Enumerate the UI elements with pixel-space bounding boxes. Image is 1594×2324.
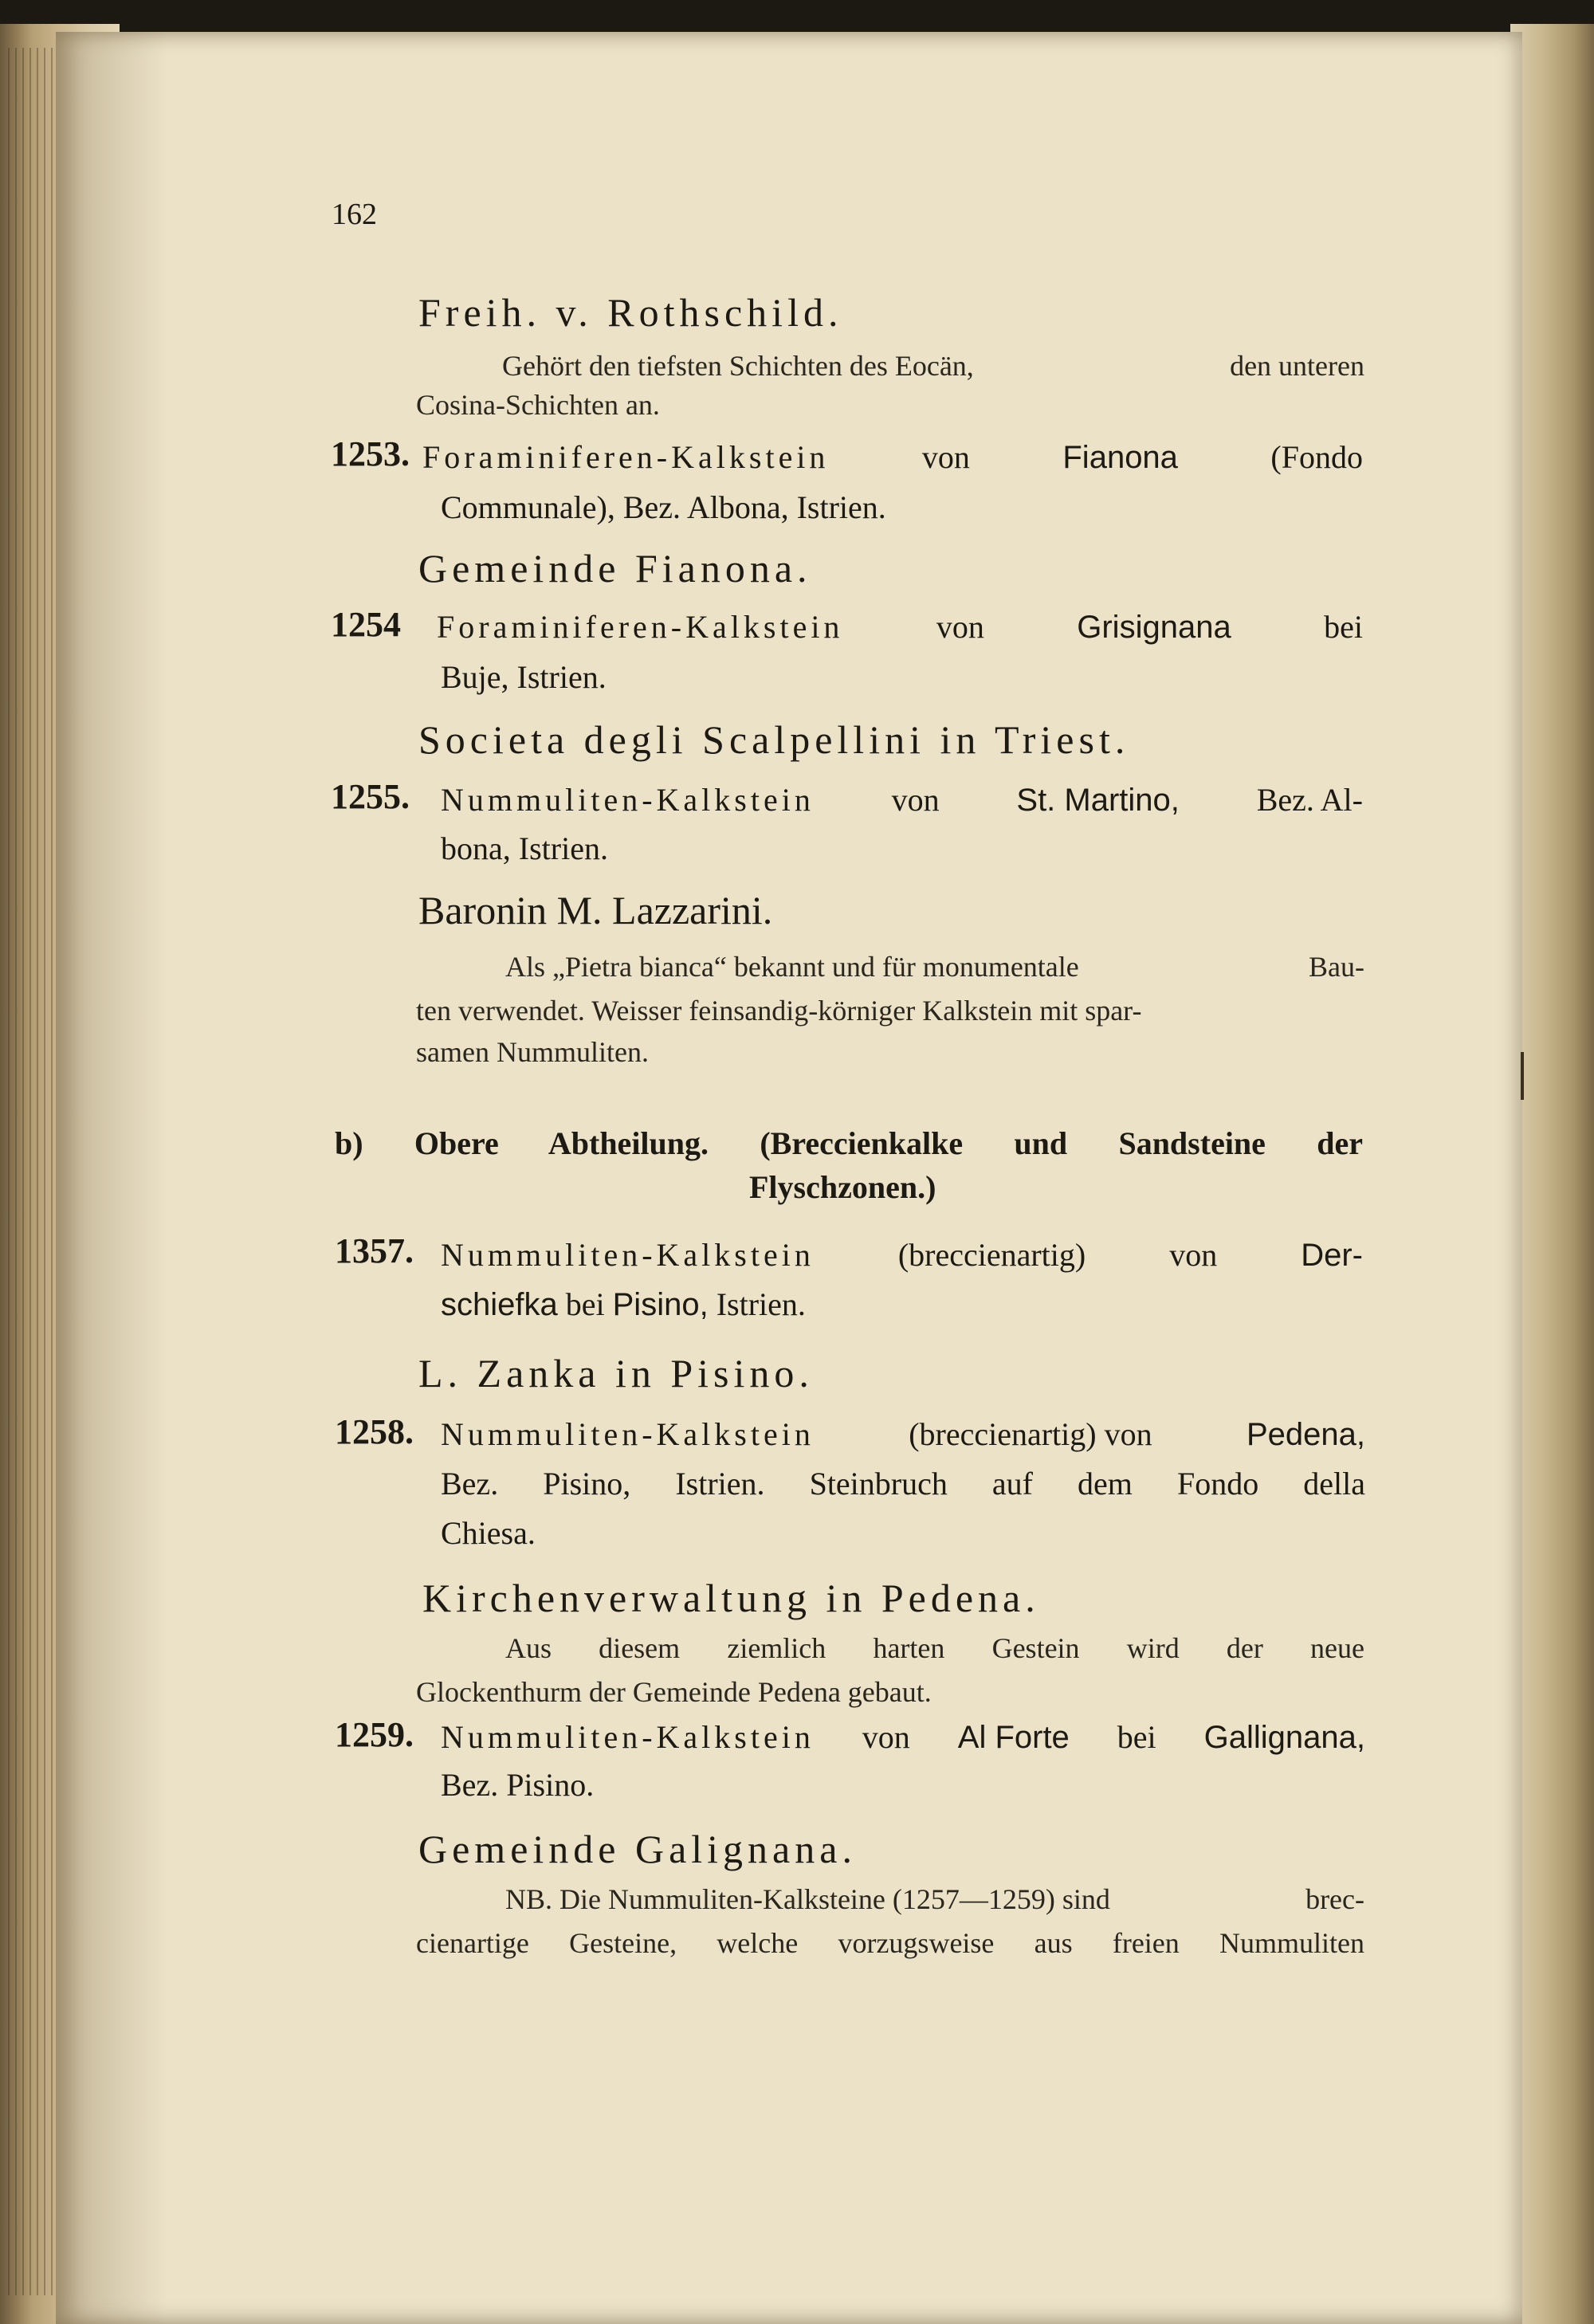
- entry-text: bei: [1117, 1719, 1156, 1755]
- note-text: NB. Die Nummuliten-Kalksteine (1257—1259) sind: [505, 1883, 1110, 1915]
- entry-1357-line-1: [441, 1239, 1363, 1271]
- entry-stone-name: Nummuliten-Kalkstein: [441, 1719, 815, 1755]
- page-edge-mark: [1521, 1052, 1524, 1100]
- section-heading-rothschild: Freih. v. Rothschild.: [418, 290, 843, 335]
- entry-text: (Fondo: [1270, 439, 1363, 475]
- entry-1258-line-1: [441, 1416, 1365, 1452]
- entry-text: (breccienartig) von: [909, 1416, 1152, 1452]
- entry-locality: Grisignana: [1077, 610, 1231, 645]
- note-text: Gehört den tiefsten Schichten des Eocän,: [502, 350, 974, 382]
- note-lazzarini-line-2: ten verwendet. Weisser feinsandig-körniger Kalkstein mit spar-: [416, 995, 1142, 1027]
- entry-1253-line-2: Communale), Bez. Albona, Istrien.: [441, 489, 886, 525]
- entry-text: von: [1169, 1237, 1218, 1273]
- entry-locality: Gallignana,: [1203, 1720, 1365, 1755]
- note-text: Als „Pietra bianca“ bekannt und für monumentale: [505, 951, 1079, 983]
- entry-1258-line-3: Chiesa.: [441, 1515, 536, 1551]
- entry-number-1255: 1255.: [331, 777, 410, 816]
- entry-locality: St. Martino,: [1016, 783, 1180, 818]
- entry-text: von: [936, 609, 984, 645]
- entry-text: von: [921, 439, 970, 475]
- entry-stone-name: Nummuliten-Kalkstein: [441, 1416, 815, 1452]
- entry-number-1357: 1357.: [335, 1231, 414, 1270]
- entry-number-1254: 1254: [331, 605, 401, 644]
- entry-1259-line-2: Bez. Pisino.: [441, 1767, 595, 1803]
- entry-text: Istrien.: [716, 1286, 806, 1322]
- note-pedena-line-2: Glockenthurm der Gemeinde Pedena gebaut.: [416, 1676, 932, 1708]
- note-nb-line-1: [505, 1885, 1364, 1914]
- entry-number-1258: 1258.: [335, 1412, 414, 1451]
- entry-locality: Pedena,: [1246, 1417, 1365, 1452]
- section-heading-lazzarini: Baronin M. Lazzarini.: [418, 888, 773, 932]
- book-right-edge: [1510, 24, 1594, 2324]
- note-text: Bau-: [1309, 951, 1364, 983]
- entry-1255-line-2: bona, Istrien.: [441, 830, 608, 866]
- section-heading-pedena: Kirchenverwaltung in Pedena.: [422, 1576, 1040, 1620]
- entry-text: von: [862, 1719, 910, 1755]
- entry-1259-line-1: [441, 1721, 1365, 1753]
- entry-locality: Der-: [1301, 1238, 1363, 1273]
- note-pedena-line-1: Aus diesem ziemlich harten Gestein wird der neue: [505, 1632, 1364, 1664]
- entry-text: Bez. Al-: [1256, 782, 1363, 818]
- entry-number-1253: 1253.: [331, 434, 410, 473]
- note-rothschild-line-1: [502, 351, 1364, 380]
- entry-1254-line-2: Buje, Istrien.: [441, 659, 607, 695]
- subsection-heading-obere-abtheilung-cont: Flyschzonen.): [749, 1169, 936, 1205]
- entry-1357-line-2: [441, 1286, 806, 1322]
- page-number: 162: [332, 198, 377, 231]
- entry-stone-name: Nummuliten-Kalkstein: [441, 1237, 815, 1273]
- entry-stone-name: Nummuliten-Kalkstein: [441, 782, 815, 818]
- section-heading-fianona: Gemeinde Fianona.: [418, 546, 812, 591]
- note-lazzarini-line-3: samen Nummuliten.: [416, 1036, 649, 1068]
- note-text: den unteren: [1230, 350, 1364, 382]
- entry-text: von: [891, 782, 940, 818]
- note-text: brec-: [1305, 1883, 1364, 1915]
- section-heading-zanka: L. Zanka in Pisino.: [418, 1351, 814, 1396]
- entry-locality: Pisino,: [612, 1287, 709, 1322]
- entry-locality: Fianona: [1062, 440, 1178, 475]
- entry-number-1259: 1259.: [335, 1715, 414, 1754]
- gutter-shadow: [56, 32, 167, 2324]
- entry-1255-line-1: [441, 784, 1363, 816]
- entry-stone-name: Foraminiferen-Kalkstein: [437, 609, 844, 645]
- section-heading-scalpellini: Societa degli Scalpellini in Triest.: [418, 717, 1130, 762]
- entry-1254-line-1: [437, 611, 1363, 643]
- note-nb-line-2: cienartige Gesteine, welche vorzugsweise aus freien Nummuliten: [416, 1927, 1364, 1959]
- note-lazzarini-line-1: [505, 952, 1364, 981]
- entry-text: (breccienartig): [897, 1237, 1086, 1273]
- entry-1258-line-2: Bez. Pisino, Istrien. Steinbruch auf dem Fondo della: [441, 1466, 1365, 1502]
- subsection-heading-obere-abtheilung: b) Obere Abtheilung. (Breccienkalke und Sandsteine der: [335, 1125, 1363, 1161]
- entry-locality: schiefka: [441, 1287, 558, 1322]
- entry-text: bei: [1324, 609, 1363, 645]
- section-heading-galignana: Gemeinde Galignana.: [418, 1827, 857, 1871]
- entry-text: bei: [565, 1286, 605, 1322]
- entry-1253-line-1: [422, 439, 1363, 475]
- entry-locality: Al Forte: [957, 1720, 1070, 1755]
- entry-stone-name: Foraminiferen-Kalkstein: [422, 439, 830, 475]
- note-rothschild-line-2: Cosina-Schichten an.: [416, 389, 660, 421]
